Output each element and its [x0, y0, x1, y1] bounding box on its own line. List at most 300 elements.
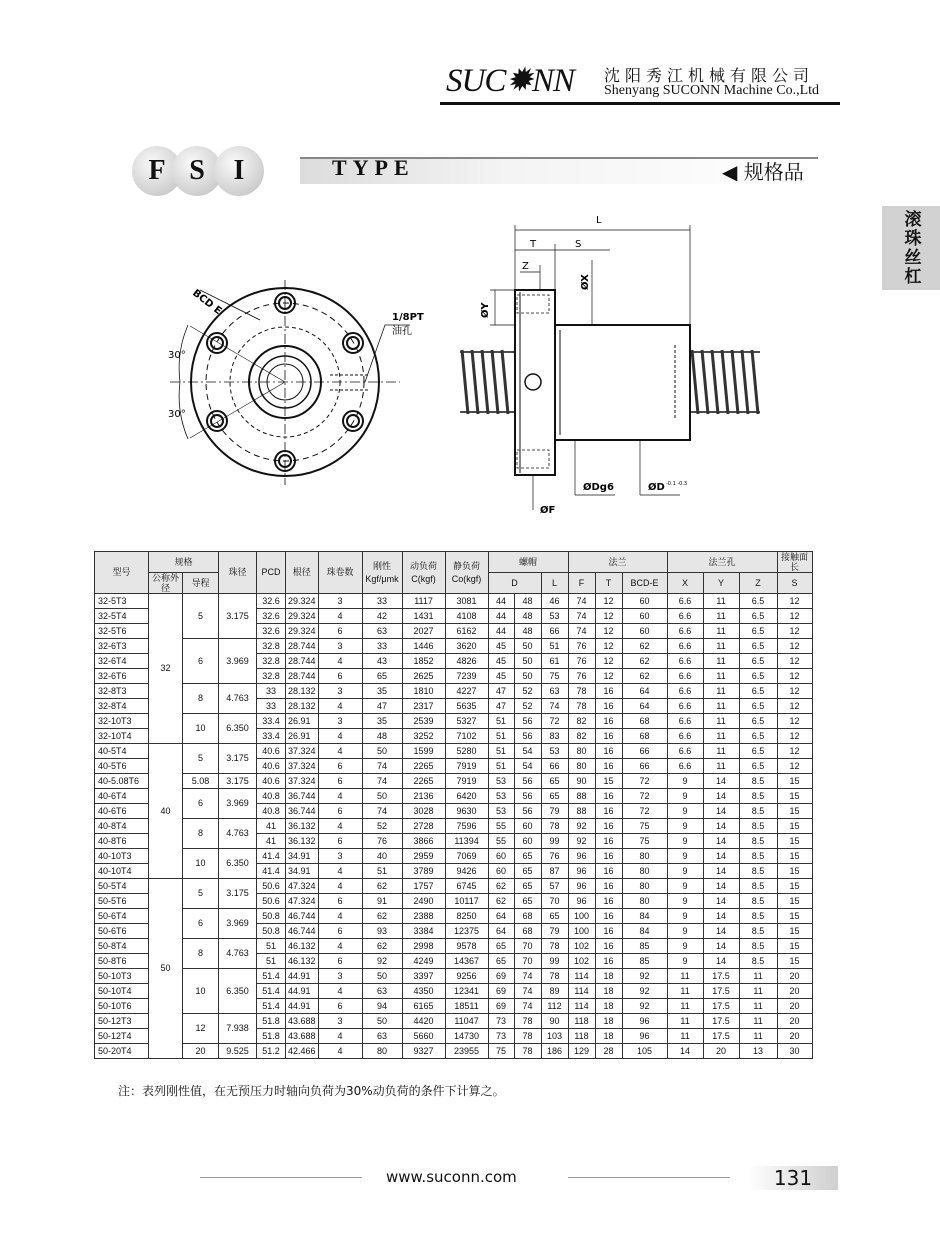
table-cell: 16	[595, 729, 622, 744]
table-cell: 14	[703, 879, 739, 894]
type-letter-2: S	[172, 146, 222, 196]
table-row	[95, 849, 813, 864]
table-cell: 60	[622, 624, 667, 639]
table-cell: 5280	[445, 744, 488, 759]
table-cell: 114	[568, 999, 595, 1014]
table-cell: 60	[488, 864, 514, 879]
col-flange: 法兰	[568, 552, 667, 573]
table-cell: 9	[667, 789, 703, 804]
table-cell: 32.8	[257, 639, 286, 654]
table-cell: 79	[541, 804, 568, 819]
table-cell: 60	[488, 849, 514, 864]
table-cell: 6.350	[219, 714, 257, 744]
table-cell: 4350	[402, 984, 445, 999]
table-cell: 100	[568, 924, 595, 939]
table-cell: 9	[667, 894, 703, 909]
table-cell: 93	[362, 924, 402, 939]
table-cell: 56	[514, 804, 541, 819]
table-cell: 78	[568, 699, 595, 714]
table-cell: 18	[595, 969, 622, 984]
table-cell: 12	[777, 669, 812, 684]
dim-Dg6: ØDg6	[583, 482, 614, 493]
table-cell: 102	[568, 939, 595, 954]
header-rule	[440, 102, 840, 105]
col-L: L	[541, 573, 568, 594]
table-cell: 6	[183, 639, 219, 684]
table-cell: 114	[568, 969, 595, 984]
table-cell: 96	[568, 879, 595, 894]
table-cell: 50	[362, 969, 402, 984]
col-turns: 珠卷数	[318, 552, 362, 594]
table-row	[95, 939, 813, 954]
table-cell: 6	[318, 669, 362, 684]
col-S: S	[777, 573, 812, 594]
table-cell: 80	[622, 894, 667, 909]
table-cell: 6.5	[739, 729, 777, 744]
table-cell: 37.324	[286, 759, 319, 774]
table-cell: 33	[257, 684, 286, 699]
table-row	[95, 714, 813, 729]
table-cell: 9	[667, 924, 703, 939]
table-cell: 9630	[445, 804, 488, 819]
table-cell: 42.466	[286, 1044, 319, 1059]
table-cell: 11	[703, 744, 739, 759]
company-name-en: Shenyang SUCONN Machine Co.,Ltd	[604, 83, 820, 98]
table-cell: 9	[667, 774, 703, 789]
col-flange-hole: 法兰孔	[667, 552, 777, 573]
side-tab	[882, 206, 940, 290]
dynamic-label: 动负荷	[410, 560, 438, 571]
static-unit: Co(kgf)	[451, 573, 482, 584]
table-cell: 64	[488, 924, 514, 939]
table-cell: 33	[257, 699, 286, 714]
col-Y: Y	[703, 573, 739, 594]
table-cell: 76	[568, 654, 595, 669]
table-cell: 42	[362, 609, 402, 624]
table-cell: 16	[595, 789, 622, 804]
table-cell: 8.5	[739, 879, 777, 894]
table-cell: 35	[362, 684, 402, 699]
table-cell: 6.6	[667, 759, 703, 774]
table-cell: 9256	[445, 969, 488, 984]
table-cell: 32-6T3	[95, 639, 149, 654]
table-cell: 6	[318, 924, 362, 939]
table-cell: 1810	[402, 684, 445, 699]
table-cell: 1757	[402, 879, 445, 894]
table-cell: 66	[541, 624, 568, 639]
col-dynamic-load	[402, 552, 445, 594]
table-cell: 16	[595, 909, 622, 924]
table-cell: 66	[622, 744, 667, 759]
table-cell: 50-5T6	[95, 894, 149, 909]
table-cell: 4108	[445, 609, 488, 624]
table-cell: 6.5	[739, 744, 777, 759]
table-cell: 1852	[402, 654, 445, 669]
table-row	[95, 594, 813, 609]
table-cell: 91	[362, 894, 402, 909]
table-cell: 11	[739, 969, 777, 984]
table-cell: 68	[514, 909, 541, 924]
table-cell: 12	[595, 654, 622, 669]
end-view	[170, 280, 410, 485]
table-cell: 7596	[445, 819, 488, 834]
table-cell: 11	[703, 639, 739, 654]
table-cell: 28.744	[286, 654, 319, 669]
table-cell: 6	[318, 834, 362, 849]
table-cell: 4.763	[219, 684, 257, 714]
table-cell: 90	[541, 1014, 568, 1029]
table-cell: 55	[488, 834, 514, 849]
table-cell: 16	[595, 804, 622, 819]
footer-url[interactable]: www.suconn.com	[386, 1168, 517, 1186]
table-cell: 11	[703, 714, 739, 729]
table-cell: 51	[257, 939, 286, 954]
table-cell: 40-6T4	[95, 789, 149, 804]
table-cell: 51.4	[257, 999, 286, 1014]
table-cell: 48	[514, 624, 541, 639]
table-cell: 28.132	[286, 699, 319, 714]
table-cell: 11	[703, 594, 739, 609]
type-letter-3: I	[214, 146, 264, 196]
table-cell: 50-12T4	[95, 1029, 149, 1044]
table-cell: 62	[362, 909, 402, 924]
table-cell: 14	[703, 804, 739, 819]
table-cell: 4	[318, 1044, 362, 1059]
table-cell: 45	[488, 669, 514, 684]
table-cell: 94	[362, 999, 402, 1014]
table-cell: 40	[362, 849, 402, 864]
table-cell: 74	[362, 804, 402, 819]
table-cell: 96	[568, 849, 595, 864]
table-cell: 6.5	[739, 684, 777, 699]
table-cell: 32-8T3	[95, 684, 149, 699]
table-cell: 50	[362, 789, 402, 804]
spec-label: ◀ 规格品	[722, 160, 804, 184]
table-cell: 66	[622, 759, 667, 774]
table-cell: 68	[514, 924, 541, 939]
table-cell: 114	[568, 984, 595, 999]
table-cell: 6	[318, 954, 362, 969]
table-cell: 50.8	[257, 909, 286, 924]
table-cell: 8.5	[739, 864, 777, 879]
dim-T: T	[530, 239, 537, 250]
table-cell: 12	[777, 714, 812, 729]
table-cell: 4249	[402, 954, 445, 969]
table-cell: 85	[622, 939, 667, 954]
angle-label-lower: 30°	[168, 409, 186, 420]
table-cell: 44.91	[286, 999, 319, 1014]
table-cell: 80	[622, 879, 667, 894]
table-cell: 51.8	[257, 1014, 286, 1029]
table-cell: 15	[777, 894, 812, 909]
table-cell: 16	[595, 744, 622, 759]
table-cell: 11	[667, 1029, 703, 1044]
table-cell: 64	[488, 909, 514, 924]
table-cell: 4	[318, 729, 362, 744]
table-cell: 2265	[402, 759, 445, 774]
table-cell: 186	[541, 1044, 568, 1059]
table-cell: 44	[488, 624, 514, 639]
table-cell: 8.5	[739, 804, 777, 819]
angle-label-upper: 30°	[168, 350, 186, 361]
table-cell: 32.6	[257, 594, 286, 609]
table-cell: 74	[362, 759, 402, 774]
col-lead: 导程	[183, 573, 219, 594]
table-cell: 46.132	[286, 939, 319, 954]
spec-table-body	[95, 594, 813, 1059]
table-cell: 60	[514, 834, 541, 849]
col-rigidity	[362, 552, 402, 594]
table-cell: 4	[318, 819, 362, 834]
table-cell: 50.6	[257, 879, 286, 894]
type-letter-1: F	[132, 146, 182, 196]
table-cell: 7919	[445, 774, 488, 789]
table-cell: 14	[703, 789, 739, 804]
table-cell: 103	[541, 1029, 568, 1044]
table-cell: 82	[568, 714, 595, 729]
table-cell: 9	[667, 849, 703, 864]
table-cell: 50	[514, 669, 541, 684]
table-cell: 80	[622, 864, 667, 879]
table-cell: 11	[703, 609, 739, 624]
rigidity-label: 刚性	[373, 560, 392, 571]
dynamic-unit: C(kgf)	[411, 573, 436, 584]
table-cell: 20	[777, 1014, 812, 1029]
table-cell: 72	[622, 804, 667, 819]
technical-drawing	[150, 210, 790, 530]
table-cell: 78	[514, 1044, 541, 1059]
table-cell: 6.5	[739, 654, 777, 669]
table-cell: 12	[777, 729, 812, 744]
table-cell: 92	[622, 984, 667, 999]
table-cell: 79	[541, 924, 568, 939]
table-cell: 63	[541, 684, 568, 699]
table-cell: 6.6	[667, 594, 703, 609]
table-cell: 16	[595, 954, 622, 969]
table-row	[95, 789, 813, 804]
table-cell: 41.4	[257, 849, 286, 864]
table-cell: 12	[777, 654, 812, 669]
table-cell: 62	[488, 894, 514, 909]
table-cell: 46.132	[286, 954, 319, 969]
table-cell: 18	[595, 1014, 622, 1029]
table-cell: 6	[318, 894, 362, 909]
table-cell: 15	[777, 834, 812, 849]
table-cell: 6.6	[667, 699, 703, 714]
table-cell: 33	[362, 594, 402, 609]
table-cell: 47	[488, 684, 514, 699]
table-cell: 6	[318, 759, 362, 774]
table-cell: 52	[514, 684, 541, 699]
table-cell: 36.132	[286, 819, 319, 834]
table-cell: 60	[514, 819, 541, 834]
table-cell: 40.8	[257, 804, 286, 819]
table-cell: 18511	[445, 999, 488, 1014]
table-cell: 17.5	[703, 999, 739, 1014]
col-D: D	[488, 573, 541, 594]
table-cell: 50-20T4	[95, 1044, 149, 1059]
table-cell: 10117	[445, 894, 488, 909]
table-cell: 78	[514, 1014, 541, 1029]
table-cell: 78	[541, 939, 568, 954]
table-cell: 50-5T4	[95, 879, 149, 894]
table-cell: 26.91	[286, 714, 319, 729]
table-cell: 11	[703, 624, 739, 639]
table-cell: 8250	[445, 909, 488, 924]
table-cell: 8.5	[739, 849, 777, 864]
table-cell: 56	[514, 729, 541, 744]
table-cell: 54	[514, 744, 541, 759]
table-cell: 40-5T6	[95, 759, 149, 774]
table-cell: 64	[622, 699, 667, 714]
table-cell: 16	[595, 939, 622, 954]
table-cell: 84	[622, 909, 667, 924]
table-cell: 14	[703, 864, 739, 879]
table-row	[95, 819, 813, 834]
table-cell: 2959	[402, 849, 445, 864]
table-cell: 65	[362, 669, 402, 684]
table-cell: 75	[622, 819, 667, 834]
table-cell: 12	[595, 624, 622, 639]
table-row	[95, 1044, 813, 1059]
table-cell: 11047	[445, 1014, 488, 1029]
table-cell: 32-5T3	[95, 594, 149, 609]
table-cell: 36.744	[286, 789, 319, 804]
table-cell: 99	[541, 954, 568, 969]
table-cell: 15	[777, 924, 812, 939]
table-cell: 8.5	[739, 924, 777, 939]
table-cell: 5	[183, 594, 219, 639]
table-cell: 7919	[445, 759, 488, 774]
table-cell: 4	[318, 984, 362, 999]
table-cell: 6	[183, 789, 219, 819]
table-cell: 40-10T4	[95, 864, 149, 879]
table-cell: 96	[622, 1014, 667, 1029]
table-row	[95, 1014, 813, 1029]
table-cell: 12	[595, 609, 622, 624]
table-cell: 11	[703, 699, 739, 714]
table-cell: 8	[183, 819, 219, 849]
table-cell: 40-10T3	[95, 849, 149, 864]
table-row	[95, 774, 813, 789]
table-cell: 9	[667, 804, 703, 819]
bcd-label: BCD E	[190, 287, 224, 318]
table-cell: 92	[622, 999, 667, 1014]
table-cell: 50-6T4	[95, 909, 149, 924]
table-cell: 20	[777, 999, 812, 1014]
table-cell: 8.5	[739, 774, 777, 789]
table-cell: 2998	[402, 939, 445, 954]
table-cell: 43.688	[286, 1014, 319, 1029]
table-cell: 7069	[445, 849, 488, 864]
dim-S: S	[575, 239, 582, 250]
col-pcd: PCD	[257, 552, 286, 594]
col-model: 型号	[95, 552, 149, 594]
table-cell: 16	[595, 894, 622, 909]
table-cell: 51.8	[257, 1029, 286, 1044]
table-cell: 70	[514, 939, 541, 954]
table-cell: 52	[362, 819, 402, 834]
table-cell: 4	[318, 609, 362, 624]
table-cell: 74	[514, 999, 541, 1014]
table-cell: 16	[595, 684, 622, 699]
table-cell: 6.6	[667, 624, 703, 639]
table-cell: 9	[667, 819, 703, 834]
table-cell: 18	[595, 1029, 622, 1044]
table-cell: 45	[488, 654, 514, 669]
table-cell: 3	[318, 1014, 362, 1029]
table-cell: 34.91	[286, 849, 319, 864]
table-cell: 9327	[402, 1044, 445, 1059]
table-cell: 72	[622, 789, 667, 804]
table-cell: 56	[514, 714, 541, 729]
table-cell: 6.5	[739, 639, 777, 654]
table-cell: 65	[488, 939, 514, 954]
table-cell: 78	[541, 969, 568, 984]
table-cell: 15	[777, 849, 812, 864]
table-cell: 1446	[402, 639, 445, 654]
table-cell: 80	[622, 849, 667, 864]
table-cell: 40	[149, 744, 183, 879]
table-cell: 50.6	[257, 894, 286, 909]
table-cell: 28.744	[286, 639, 319, 654]
table-cell: 76	[541, 849, 568, 864]
table-cell: 12	[595, 594, 622, 609]
table-cell: 3.175	[219, 594, 257, 639]
table-cell: 85	[622, 954, 667, 969]
table-cell: 16	[595, 864, 622, 879]
table-cell: 62	[362, 939, 402, 954]
table-cell: 9	[667, 909, 703, 924]
table-cell: 57	[541, 879, 568, 894]
table-cell: 16	[595, 819, 622, 834]
table-cell: 29.324	[286, 609, 319, 624]
table-cell: 47.324	[286, 894, 319, 909]
table-cell: 3397	[402, 969, 445, 984]
table-cell: 16	[595, 759, 622, 774]
table-cell: 62	[362, 879, 402, 894]
table-cell: 6.350	[219, 849, 257, 879]
dim-F: ØF	[540, 505, 556, 516]
table-cell: 50	[362, 1014, 402, 1029]
rigidity-unit: Kgf/μmk	[365, 573, 399, 584]
table-cell: 12375	[445, 924, 488, 939]
table-cell: 65	[541, 774, 568, 789]
col-T: T	[595, 573, 622, 594]
table-cell: 65	[541, 909, 568, 924]
table-cell: 72	[541, 714, 568, 729]
table-cell: 76	[568, 639, 595, 654]
type-label: TYPE	[332, 155, 415, 180]
footnote: 注：表列刚性值，在无预压力时轴向负荷为30%动负荷的条件下计算之。	[118, 1084, 505, 1098]
table-cell: 5327	[445, 714, 488, 729]
col-ball-dia: 珠径	[219, 552, 257, 594]
table-cell: 11	[739, 1014, 777, 1029]
table-cell: 11	[703, 654, 739, 669]
col-spec: 规格	[149, 552, 219, 573]
table-cell: 36.744	[286, 804, 319, 819]
table-cell: 6.6	[667, 654, 703, 669]
table-cell: 15	[777, 804, 812, 819]
table-cell: 76	[362, 834, 402, 849]
table-cell: 4	[318, 879, 362, 894]
table-cell: 13	[739, 1044, 777, 1059]
table-cell: 15	[777, 939, 812, 954]
table-cell: 16	[595, 834, 622, 849]
table-cell: 11	[739, 984, 777, 999]
table-cell: 9	[667, 879, 703, 894]
table-cell: 2625	[402, 669, 445, 684]
